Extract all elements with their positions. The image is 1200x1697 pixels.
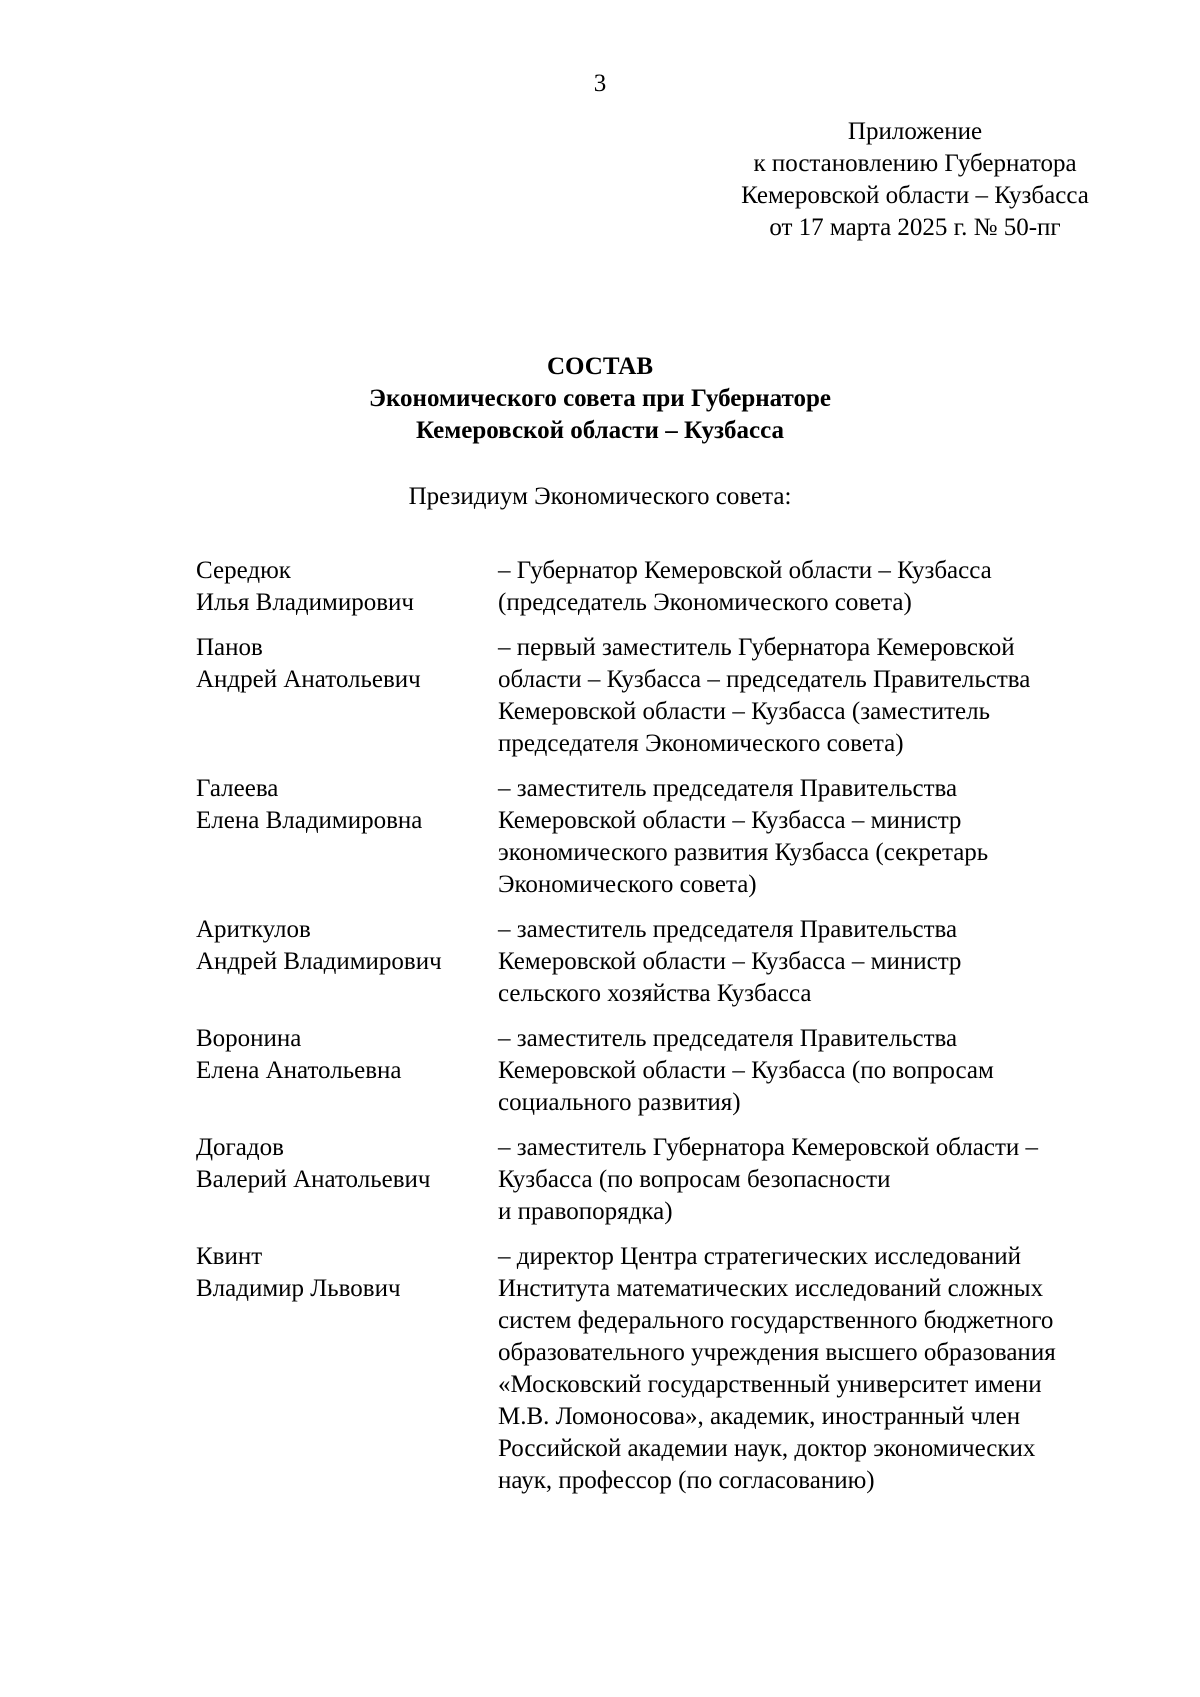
member-entry: [196, 1023, 1146, 1119]
role-line: Института математических исследований сложных: [498, 1275, 1044, 1302]
member-name: [196, 773, 498, 901]
role-line: экономического развития Кузбасса (секретарь: [498, 839, 989, 866]
role-line: социального развития): [498, 1089, 741, 1116]
role-line: – директор Центра стратегических исследований: [498, 1243, 1022, 1270]
member-surname: Воронина: [196, 1025, 302, 1052]
role-line: Кемеровской области – Кузбасса (заместитель: [498, 698, 991, 725]
member-surname: Панов: [196, 634, 263, 661]
member-surname: Середюк: [196, 557, 291, 584]
member-entry: [196, 1132, 1146, 1228]
member-role: [498, 1132, 1146, 1228]
member-name: [196, 555, 498, 619]
member-role: [498, 1023, 1146, 1119]
role-line: – заместитель Губернатора Кемеровской области –: [498, 1134, 1039, 1161]
role-line: – заместитель председателя Правительства: [498, 916, 958, 943]
member-given-names: Илья Владимирович: [196, 589, 414, 616]
member-name: [196, 632, 498, 760]
role-line: образовательного учреждения высшего образования: [498, 1339, 1056, 1366]
role-line: наук, профессор (по согласованию): [498, 1467, 875, 1494]
section-title: Президиум Экономического совета:: [408, 483, 792, 510]
member-role: [498, 632, 1146, 760]
member-given-names: Андрей Анатольевич: [196, 666, 421, 693]
member-entry: [196, 914, 1146, 1010]
role-line: Экономического совета): [498, 871, 757, 898]
role-line: председателя Экономического совета): [498, 730, 904, 757]
page-number: 3: [593, 70, 607, 97]
role-line: Кемеровской области – Кузбасса – министр: [498, 807, 962, 834]
member-surname: Ариткулов: [196, 916, 311, 943]
member-given-names: Андрей Владимирович: [196, 948, 442, 975]
member-given-names: Владимир Львович: [196, 1275, 401, 1302]
member-surname: Квинт: [196, 1243, 263, 1270]
role-line: систем федерального государственного бюджетного: [498, 1307, 1054, 1334]
role-line: Кемеровской области – Кузбасса (по вопросам: [498, 1057, 994, 1084]
member-given-names: Елена Анатольевна: [196, 1057, 402, 1084]
heading-title: СОСТАВ: [546, 353, 654, 380]
member-surname: Галеева: [196, 775, 279, 802]
role-line: – первый заместитель Губернатора Кемеровской: [498, 634, 1015, 661]
member-entry: [196, 555, 1146, 619]
member-name: [196, 914, 498, 1010]
document-heading: [0, 351, 1200, 447]
role-line: – заместитель председателя Правительства: [498, 775, 958, 802]
member-entry: [196, 1241, 1146, 1497]
annex-line: Кемеровской области – Кузбасса: [741, 182, 1089, 209]
role-line: и правопорядка): [498, 1198, 673, 1225]
members-list: [196, 555, 1146, 1510]
role-line: области – Кузбасса – председатель Правительства: [498, 666, 1031, 693]
member-role: [498, 773, 1146, 901]
heading-subtitle: Экономического совета при Губернаторе: [369, 385, 831, 412]
annex-line: Приложение: [847, 118, 983, 145]
member-name: [196, 1023, 498, 1119]
role-line: Российской академии наук, доктор экономических: [498, 1435, 1036, 1462]
role-line: Кемеровской области – Кузбасса – министр: [498, 948, 962, 975]
annex-line: к постановлению Губернатора: [753, 150, 1077, 177]
member-given-names: Елена Владимировна: [196, 807, 423, 834]
role-line: Кузбасса (по вопросам безопасности: [498, 1166, 891, 1193]
role-line: – Губернатор Кемеровской области – Кузбасса: [498, 557, 992, 584]
annex-block: [690, 116, 1140, 244]
member-name: [196, 1241, 498, 1497]
member-given-names: Валерий Анатольевич: [196, 1166, 431, 1193]
role-line: (председатель Экономического совета): [498, 589, 912, 616]
role-line: «Московский государственный университет имени: [498, 1371, 1042, 1398]
member-surname: Догадов: [196, 1134, 284, 1161]
heading-subtitle: Кемеровской области – Кузбасса: [415, 417, 785, 444]
role-line: М.В. Ломоносова», академик, иностранный член: [498, 1403, 1021, 1430]
member-entry: [196, 632, 1146, 760]
role-line: сельского хозяйства Кузбасса: [498, 980, 812, 1007]
role-line: – заместитель председателя Правительства: [498, 1025, 958, 1052]
annex-line: от 17 марта 2025 г. № 50-пг: [769, 214, 1061, 241]
member-role: [498, 1241, 1146, 1497]
member-name: [196, 1132, 498, 1228]
member-role: [498, 555, 1146, 619]
member-role: [498, 914, 1146, 1010]
member-entry: [196, 773, 1146, 901]
